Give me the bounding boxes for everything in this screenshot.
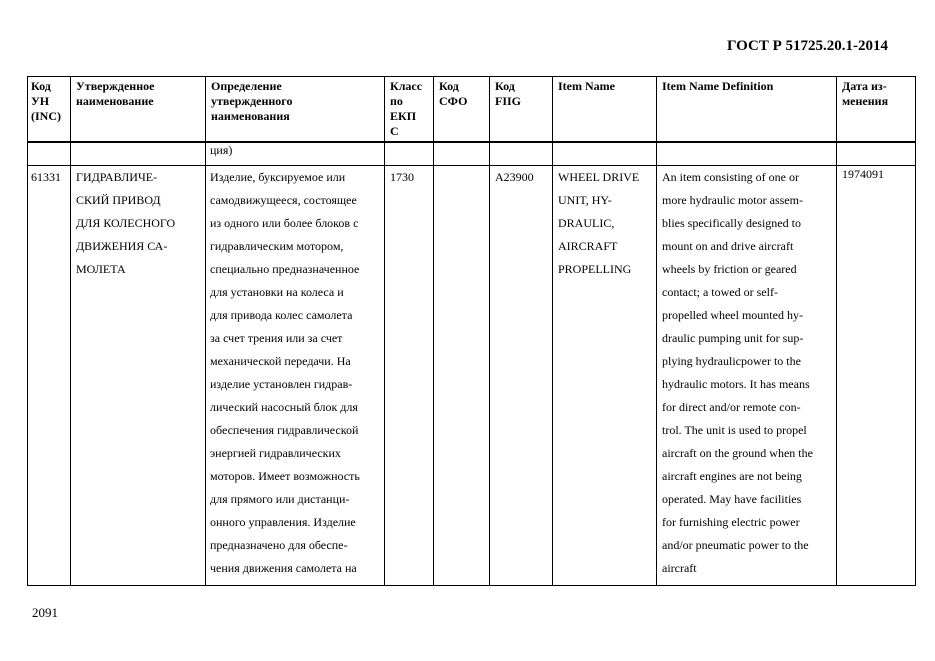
header-fiig-code: Код FIIG <box>495 79 522 108</box>
fiig-code: A23900 <box>495 170 534 184</box>
continuation-text: ция) <box>210 143 233 157</box>
header-approved-name: Утвержденное наименование <box>76 79 155 108</box>
approved-name-definition: Изделие, буксируемое или самодвижущееся, состоящее из одного или более блоков с гидравлическим мотором, специально предназначенное для установки на колеса и для привода колес самолета за счет трения или за счет механической передачи. На изделие установлен гидрав- лический насосный блок для обеспечения гидравлической энергией гидравлических моторов. Имеет возможность для прямого или дистанци- онного управления. Изделие предназначено для обеспе- чения движения самолета на <box>210 170 360 575</box>
header-ekps-class: Класс по ЕКП С <box>390 79 423 138</box>
header-inc: Код УН (INC) <box>31 79 61 123</box>
catalog-table <box>27 76 916 586</box>
ekps-class: 1730 <box>390 170 414 184</box>
item-name-definition: An item consisting of one or more hydraulic motor assem- blies specifically designed to mount on and drive aircraft wheels by friction or geared contact; a towed or self- propelled wheel mounted hy- draulic pumping unit for sup- plying hydraulicpower to the hydraulic motors. It has means for direct and/or remote con- trol. The unit is used to propel aircraft on the ground when the aircraft engines are not being operated. May have facilities for furnishing electric power and/or pneumatic power to the aircraft <box>662 170 813 575</box>
header-item-name: Item Name <box>558 79 615 93</box>
change-date: 1974091 <box>842 167 884 181</box>
header-change-date: Дата из- менения <box>842 79 889 108</box>
approved-name: ГИДРАВЛИЧЕ- СКИЙ ПРИВОД ДЛЯ КОЛЕСНОГО ДВИЖЕНИЯ СА- МОЛЕТА <box>76 170 176 276</box>
inc-code: 61331 <box>31 170 61 184</box>
header-definition: Определение утвержденного наименования <box>211 79 293 123</box>
document-code: ГОСТ Р 51725.20.1-2014 <box>726 38 888 54</box>
header-item-name-definition: Item Name Definition <box>662 79 774 93</box>
header-sfo-code: Код СФО <box>439 79 468 108</box>
page-number: 2091 <box>32 605 58 620</box>
item-name: WHEEL DRIVE UNIT, HY- DRAULIC, AIRCRAFT PROPELLING <box>558 170 640 276</box>
